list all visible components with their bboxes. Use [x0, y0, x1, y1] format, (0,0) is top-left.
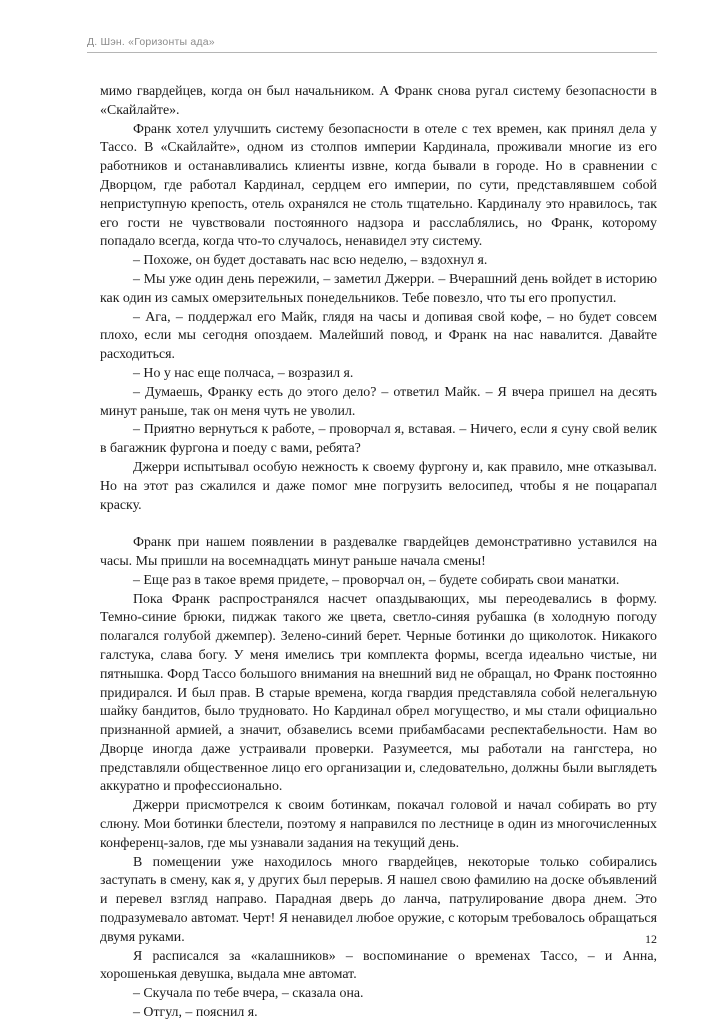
paragraph: Франк при нашем появлении в раздевалке гвардейцев демонстративно уставился на часы. Мы пришли на восемнадцать минут раньше начала смены!	[100, 535, 657, 569]
paragraph: – Думаешь, Франку есть до этого дело? – ответил Майк. – Я вчера пришел на десять минут раньше, так он меня чуть не уволил.	[100, 384, 657, 419]
paragraph: – Приятно вернуться к работе, – проворчал я, вставая. – Ничего, если я суну свой велик в багажник фургона и поеду с вами, ребята?	[100, 422, 657, 457]
paragraph: Я расписался за «калашников» – воспоминание о временах Тассо, – и Анна, хорошенькая девушка, выдала мне автомат.	[100, 948, 657, 983]
body-text	[100, 83, 657, 1023]
paragraph: – Отгул, – пояснил я.	[133, 1005, 258, 1021]
paragraph: Джерри испытывал особую нежность к своему фургону и, как правило, мне отказывал. Но на этот раз сжалился и даже помог мне погрузить велосипед, чтобы я не поцарапал краску.	[100, 459, 657, 513]
paragraph: – Мы уже один день пережили, – заметил Джерри. – Вчерашний день войдет в историю как один из самых омерзительных понедельников. Тебе повезло, что ты его пропустил.	[100, 271, 657, 306]
paragraph: Пока Франк распространялся насчет опаздывающих, мы переодевались в форму. Темно-синие брюки, пиджак такого же цвета, светло-синяя рубашка (в холодную погоду полагался голубой джемпер). Зелено-синий берет. Черные ботинки до щиколоток. Никакого галстука, слава богу. У меня имелись три комплекта формы, всегда идеально чистые, ни пятнышка. Форд Тассо большого внимания на внешний вид не обращал, но Франк постоянно придирался. И был прав. В старые времена, когда гвардия представляла собой нелегальную шайку бандитов, было трудновато. Но Кардинал обрел могущество, и мы стали официально признанной армией, а значит, обзавелись всеми прибамбасами респектабельности. Нам во Дворце иногда даже устраивали проверки. Разумеется, мы работали на гангстера, но представляли общественное лицо его организации и, следовательно, должны были выглядеть аккуратно и профессионально.	[100, 591, 657, 795]
paragraph: В помещении уже находилось много гвардейцев, некоторые только собирались заступать в смену, как я, у других был перерыв. Я нашел свою фамилию на доске объявлений и перевел взгляд направо. Парадная дверь до ланча, патрулирование двора днем. Это подразумевало автомат. Черт! Я ненавидел любое оружие, с которым требовалось обращаться двумя руками.	[100, 854, 657, 945]
paragraph: – Еще раз в такое время придете, – проворчал он, – будете собирать свои манатки.	[133, 572, 620, 588]
paragraph: – Похоже, он будет доставать нас всю неделю, – вздохнул я.	[133, 253, 488, 269]
header-divider	[87, 52, 657, 53]
paragraph: Франк хотел улучшить систему безопасности в отеле с тех времен, как принял дела у Тассо. В «Скайлайте», одном из столпов империи Кардинала, проживали многие из его работников и останавливались клиенты извне, когда бывали в городе. Но в сравнении с Дворцом, где работал Кардинал, сердцем его империи, по сути, представлявшем собой неприступную крепость, отель охранялся не столь тщательно. Кардиналу это нравилось, так его гости не чувствовали постоянного надзора и расслаблялись, но Франк, которому попадало всегда, когда что-то случалось, ненавидел эту систему.	[100, 121, 657, 250]
paragraph: – Но у нас еще полчаса, – возразил я.	[133, 365, 354, 381]
paragraph: Джерри присмотрелся к своим ботинкам, покачал головой и начал собирать во рту слюну. Мои ботинки блестели, поэтому я направился по лестнице в один из многочисленных конференц-залов, где мы узнавали задания на текущий день.	[100, 798, 657, 851]
paragraph: мимо гвардейцев, когда он был начальником. А Франк снова ругал систему безопасности в «Скайлайте».	[100, 84, 657, 118]
paragraph: – Скучала по тебе вчера, – сказала она.	[133, 986, 364, 1002]
running-header: Д. Шэн. «Горизонты ада»	[87, 36, 215, 48]
paragraph: – Ага, – поддержал его Майк, глядя на часы и допивая свой кофе, – но будет совсем плохо, если мы сегодня опоздаем. Малейший повод, и Франк на нас навалится. Давайте расходиться.	[100, 309, 657, 363]
page-number: 12	[645, 932, 657, 946]
